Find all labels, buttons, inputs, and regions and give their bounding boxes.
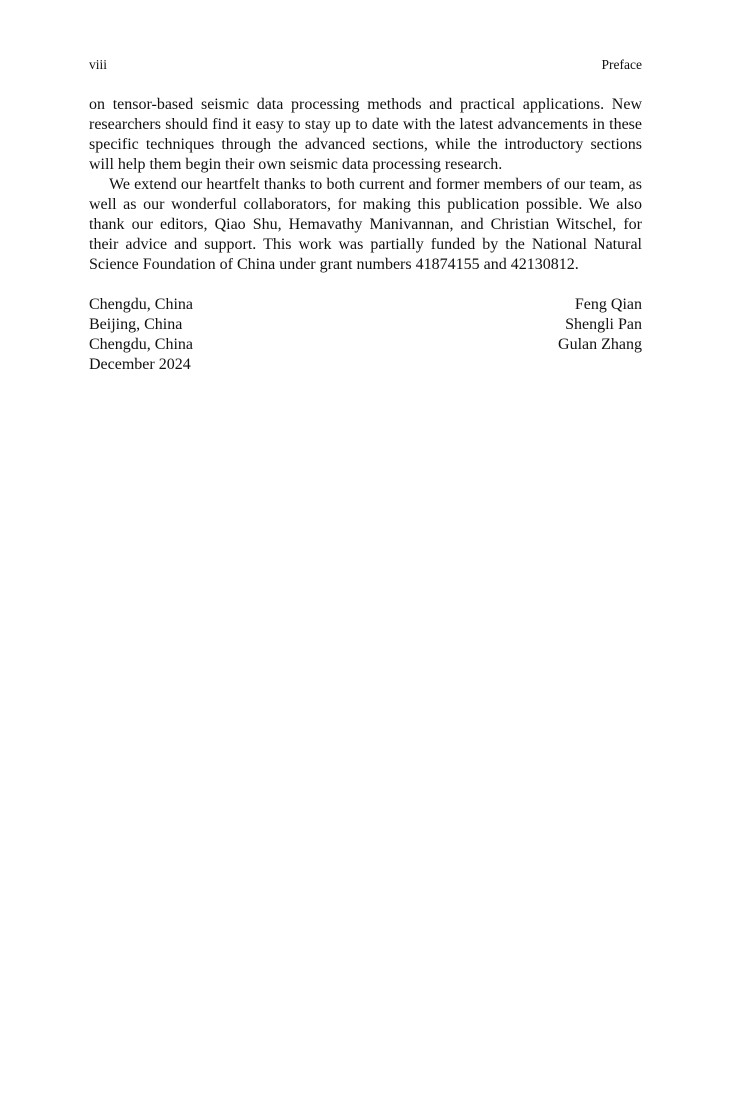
body-text [89,95,642,275]
signature-place: Chengdu, China [89,296,193,313]
signature-row [89,295,642,315]
signature-place: Chengdu, China [89,336,193,353]
signature-place: Beijing, China [89,316,183,333]
signature-name: Feng Qian [574,296,642,313]
paragraph-acknowledgements: We extend our heartfelt thanks to both current and former members of our team, as well as our wonderful collaborators, for making this publication possible. We also thank our editors, Qiao Shu, Hemavathy Manivannan, and Christian Witschel, for their advice and support. This work was partially funded by the National Natural Science Foundation of China under grant numbers 41874155 and 42130812. [89,176,642,273]
signature-date: December 2024 [89,356,191,373]
signature-date-row [89,355,642,375]
page-number: viii [89,57,108,72]
signature-name: Gulan Zhang [558,336,642,353]
signature-row [89,335,642,355]
page [89,56,642,375]
running-head [89,56,642,74]
running-head-section: Preface [601,57,642,72]
signature-row [89,315,642,335]
signature-name: Shengli Pan [565,316,642,333]
paragraph-continuation: on tensor-based seismic data processing methods and practical applications. New researchers should find it easy to stay up to date with the latest advancements in these specific techniques through the advanced sections, while the introductory sections will help them begin their own seismic data processing research. [89,96,642,173]
signature-block [89,295,642,375]
